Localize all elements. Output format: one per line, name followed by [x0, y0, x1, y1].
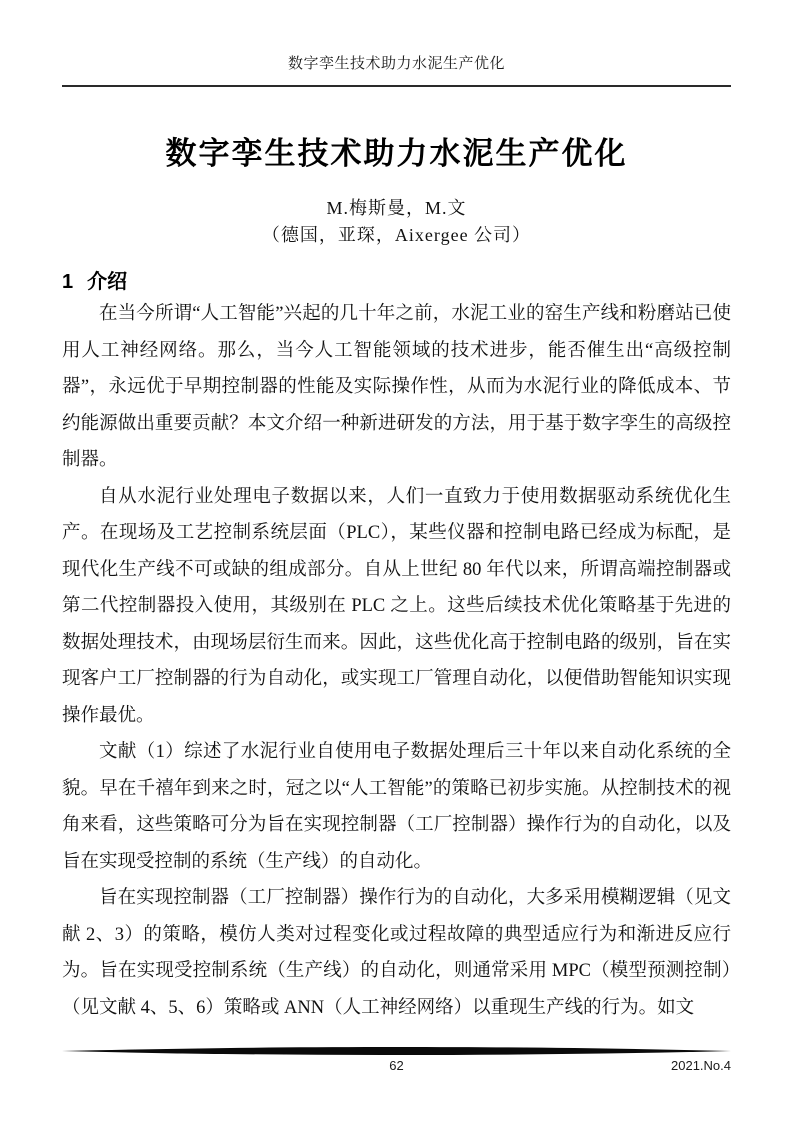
section-heading [62, 268, 731, 296]
page-number: 62 [389, 1058, 404, 1073]
paragraph-3: 文献（1）综述了水泥行业自使用电子数据处理后三十年以来自动化系统的全貌。早在千禧年到来之时，冠之以“人工智能”的策略已初步实施。从控制技术的视角来看，这些策略可分为旨在实现控制器（工厂控制器）操作行为的自动化，以及旨在实现受控制的系统（生产线）的自动化。 [62, 742, 731, 872]
paragraph-4: 旨在实现控制器（工厂控制器）操作行为的自动化，大多采用模糊逻辑（见文献 2、3）的策略，模仿人类对过程变化或过程故障的典型适应行为和渐进反应行为。旨在实现受控制系统（生产线）的自动化，则通常采用 MPC（模型预测控制）（见文献 4、5、6）策略或 ANN（人工神经网络）以重现生产线的行为。如文 [62, 888, 731, 1018]
section-number: 1 [62, 271, 74, 293]
issue-number: 2021.No.4 [671, 1058, 731, 1073]
section-title: 介绍 [87, 271, 128, 293]
header-rule [62, 85, 731, 87]
page-content [62, 0, 731, 1026]
footer-text-row [62, 1058, 731, 1074]
footer-decorative-bar [62, 1045, 731, 1057]
article-title: 数字孪生技术助力水泥生产优化 [165, 136, 628, 171]
authors-line: M.梅斯曼，M.文 [326, 198, 467, 218]
page-footer [62, 1045, 731, 1074]
affiliation-line: （德国，亚琛，Aixergee 公司） [261, 225, 532, 245]
paragraph-1: 在当今所谓“人工智能”兴起的几十年之前，水泥工业的窑生产线和粉磨站已使用人工神经网络。那么，当今人工智能领域的技术进步，能否催生出“高级控制器”，永远优于早期控制器的性能及实际操作性，从而为水泥行业的降低成本、节约能源做出重要贡献？本文介绍一种新进研发的方法，用于基于数字孪生的高级控制器。 [62, 304, 731, 470]
article-body [62, 296, 731, 1026]
running-header: 数字孪生技术助力水泥生产优化 [287, 56, 505, 72]
paragraph-2: 自从水泥行业处理电子数据以来，人们一直致力于使用数据驱动系统优化生产。在现场及工艺控制系统层面（PLC），某些仪器和控制电路已经成为标配，是现代化生产线不可或缺的组成部分。自从上世纪 80 年代以来，所谓高端控制器或第二代控制器投入使用，其级别在 PLC 之上。这些后续技术优化策略基于先进的数据处理技术，由现场层衍生而来。因此，这些优化高于控制电路的级别，旨在实现客户工厂控制器的行为自动化，或实现工厂管理自动化，以便借助智能知识实现操作最优。 [62, 486, 731, 726]
